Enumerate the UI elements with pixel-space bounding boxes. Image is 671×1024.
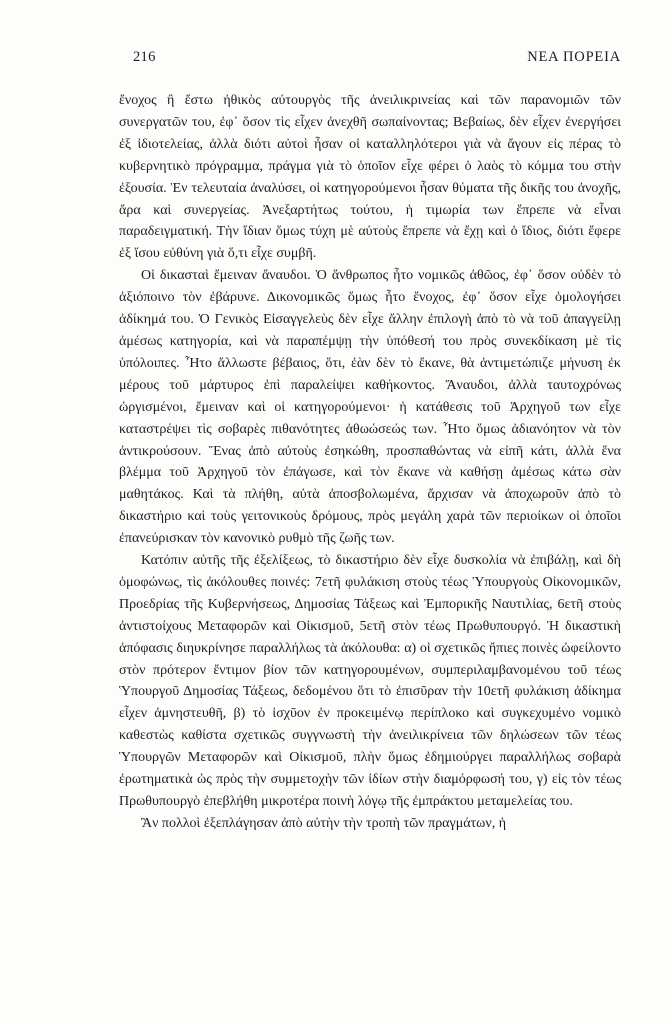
paragraph: Οἱ δικασταὶ ἔμειναν ἄναυδοι. Ὁ ἄνθρωπος ἦτο νομικῶς ἀθῶος, ἐφ᾽ ὅσον οὐδὲν τὸ ἀξιόποινο τὸν ἐβάρυνε. Δικονομικῶς ὅμως ἦτο ἔνοχος, ἐφ᾽ ὅσον εἶχε ὁμολογήσει ἀδίκημά του. Ὁ Γενικὸς Εἰσαγγελεὺς δὲν εἶχε ἄλλην ἐπιλογὴ ἀπὸ τὸ νὰ τοῦ ἀπαγγείλῃ ἀμέσως κατηγορία, καὶ νὰ παραπέμψῃ τὴν ὑπόθεσή του πρὸς συνεκδίκαση μὲ τὶς ὑπόλοιπες. Ἦτο ἄλλωστε βέβαιος, ὅτι, ἐὰν δὲν τὸ ἔκανε, θὰ ἀντιμετώπιζε μήνυση ἐκ μέρους τοῦ μάρτυρος ἐπὶ παραλείψει καθήκοντος. Ἄναυδοι, ἀλλὰ ταυτοχρόνως ὠργισμένοι, ἔμειναν καὶ οἱ κατηγορούμενοι· ἡ κατάθεσις τοῦ Ἀρχηγοῦ των εἶχε καταστρέψει τὶς σοβαρὲς πιθανότητες ἀθωώσεώς των. Ἦτο ὅμως ἀδιανόητον νὰ τὸν ἀντικρούσουν. Ἕνας ἀπὸ αὐτοὺς ἐσηκώθη, προσπαθώντας νὰ εἰπῆ κάτι, ἀλλὰ ἕνα βλέμμα τοῦ Ἀρχηγοῦ τὸν ἐπάγωσε, καὶ τὸν ἔκανε νὰ καθήσῃ ἀμέσως κάτω σὰν μαθητάκος. Καὶ τὰ πλήθη, αὐτὰ ἀποσβολωμένα, ἄρχισαν νὰ ἀποχωροῦν ἀπὸ τὸ δικαστήριο καὶ τοὺς γειτονικοὺς δρόμους, πρὸς μεγάλη χαρὰ τῶν περιοίκων οἱ ὁποῖοι ἐπανεύρισκαν τὸν κανονικὸ ρυθμὸ τῆς ζωῆς των. bbox=[119, 268, 621, 547]
running-title: ΝΕΑ ΠΟΡΕΙΑ bbox=[527, 49, 621, 65]
page-header bbox=[133, 49, 621, 69]
page-number: 216 bbox=[133, 49, 156, 65]
paragraph-continued: ἔνοχος ἢ ἔστω ἠθικὸς αὐτουργὸς τῆς ἀνειλικρινείας καὶ τῶν παρανομιῶν τῶν συνεργατῶν του, ἐφ᾽ ὅσον τὶς εἶχεν ἀνεχθῆ σωπαίνοντας; Βεβαίως, δὲν εἶχεν ἐνεργήσει ἐξ ἰδιοτελείας, ἀλλὰ διότι αὐτοὶ ἦσαν οἱ καταλληλότεροι γιὰ νὰ ἄγουν εἰς πέρας τὸ κυβερνητικὸ πρόγραμμα, πράγμα γιὰ τὸ ὁποῖον εἶχε φέρει ὁ λαὸς τὸ κόμμα του στὴν ἐξουσία. Ἐν τελευταία ἀναλύσει, οἱ κατηγορούμενοι ἦσαν θύματα τῆς δικῆς του ἀνοχῆς, ἄρα καὶ συνεργείας. Ἀνεξαρτήτως τούτου, ἡ τιμωρία των ἔπρεπε νὰ εἶναι παραδειγματική. Τὴν ἴδιαν ὅμως τύχη μὲ αὐτοὺς ἔπρεπε νὰ ἔχῃ καὶ ὁ ἴδιος, διότι ἔφερε ἐξ ἴσου εὐθύνη γιὰ ὅ,τι εἶχε συμβῆ. bbox=[119, 93, 621, 262]
body-text bbox=[119, 90, 621, 835]
paragraph: Κατόπιν αὐτῆς τῆς ἐξελίξεως, τὸ δικαστήριο δὲν εἶχε δυσκολία νὰ ἐπιβάλῃ, καὶ δὴ ὁμοφώνως, τὶς ἀκόλουθες ποινές: 7ετῆ φυλάκιση στοὺς τέως Ὑπουργοὺς Οἰκονομικῶν, Προεδρίας τῆς Κυβερνήσεως, Δημοσίας Τάξεως καὶ Ἐμπορικῆς Ναυτιλίας, 6ετῆ στοὺς ἀντιστοίχους Μεταφορῶν καὶ Οἰκισμοῦ, 5ετῆ στὸν τέως Πρωθυπουργό. Ἡ δικαστικὴ ἀπόφασις διηυκρίνησε παραλλήλως τὰ ἀκόλουθα: α) οἱ σχετικῶς ἤπιες ποινὲς ὠφείλοντο στὸν πρότερον ἔντιμον βίον τῶν κατηγορουμένων, συμπεριλαμβανομένου τοῦ τέως Ὑπουργοῦ Δημοσίας Τάξεως, δεδομένου ὅτι τὸ ἐπισῦραν τὴν 10ετῆ φυλάκιση ἀδίκημα εἶχεν ἀμνηστευθῆ, β) τὸ ἰσχῦον ἐν προκειμένῳ περίπλοκο καὶ συγκεχυμένο νομικὸ καθεστὼς καθίστα σχετικῶς συγγνωστὴ τὴν ἀνειλικρίνεια τῶν δηλώσεων τῶν τέως Ὑπουργῶν Μεταφορῶν καὶ Οἰκισμοῦ, πλὴν ὅμως ἐδημιούργει παραλλήλως σοβαρὰ ἐρωτηματικὰ ὡς πρὸς τὴν συμμετοχὴν τῶν ἰδίων στὴν διαμόρφωσή του, γ) εἰς τὸν τέως Πρωθυπουργὸ ἐπεβλήθη μικροτέρα ποινὴ λόγῳ τῆς ἐμπράκτου μεταμελείας του. bbox=[119, 553, 621, 809]
paragraph: Ἂν πολλοὶ ἐξεπλάγησαν ἀπὸ αὐτὴν τὴν τροπὴ τῶν πραγμάτων, ἡ bbox=[141, 815, 507, 831]
